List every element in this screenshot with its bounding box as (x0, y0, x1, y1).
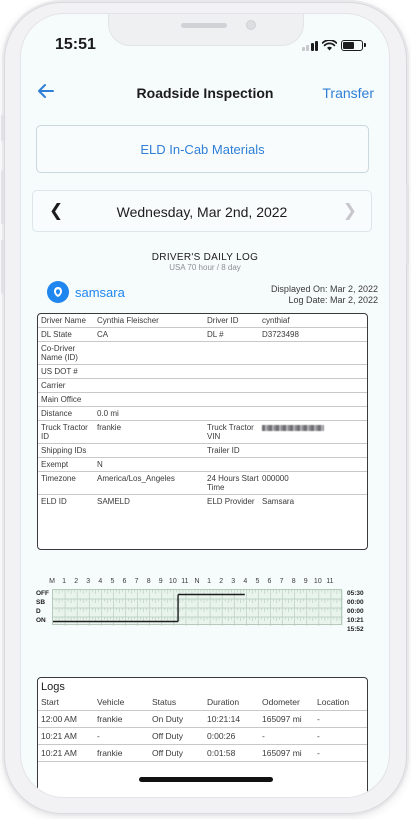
info-label (204, 458, 259, 471)
hours-ruleset: USA 70 hour / 8 day (169, 263, 241, 272)
info-row (38, 314, 367, 328)
grid-hour-label: M (49, 578, 55, 585)
logs-header-cell: Vehicle (97, 697, 125, 707)
grid-status-label: D (36, 608, 41, 615)
info-row (38, 379, 367, 393)
logs-cell: 10:21 AM (41, 748, 77, 758)
logs-header-cell: Status (152, 697, 177, 707)
date-selector (32, 190, 372, 232)
logs-cell: 10:21 AM (41, 731, 77, 741)
grid-total: 00:00 (347, 599, 364, 606)
status-icons (302, 39, 364, 51)
driver-info-table (37, 313, 368, 550)
info-label: 24 Hours Start Time (207, 474, 259, 492)
grid-hour-label: 4 (98, 578, 103, 585)
side-button (1, 115, 4, 141)
info-label: Truck Tractor ID (41, 423, 88, 441)
info-value: 0.0 mi (97, 409, 119, 418)
grid-hour-label: 11 (326, 578, 334, 585)
info-value (259, 393, 367, 406)
info-row (38, 444, 367, 458)
info-value: D3723498 (262, 330, 299, 339)
info-label: Carrier (41, 381, 66, 390)
logs-cell: - (317, 731, 320, 741)
grid-area (52, 589, 342, 625)
grid-status-label: OFF (36, 590, 49, 597)
grid-hour-label: 8 (146, 578, 151, 585)
info-row (38, 342, 367, 365)
info-value (259, 444, 367, 457)
daily-log-title: DRIVER'S DAILY LOG (151, 252, 259, 263)
info-value (94, 342, 204, 364)
grid-total: 15:52 (347, 626, 364, 633)
logs-cell: frankie (97, 714, 123, 724)
grid-hour-label: 6 (122, 578, 127, 585)
info-label (204, 393, 259, 406)
info-value (259, 458, 367, 471)
info-label (204, 365, 259, 378)
info-row (38, 328, 367, 342)
battery-icon (341, 40, 363, 51)
grid-hour-label: 9 (158, 578, 163, 585)
info-label (204, 342, 259, 364)
grid-hour-label: 3 (231, 578, 236, 585)
info-row (38, 407, 367, 421)
logs-cell: frankie (97, 748, 123, 758)
info-label: Main Office (41, 395, 82, 404)
logs-row[interactable] (38, 745, 367, 762)
transfer-button[interactable]: Transfer (322, 85, 374, 101)
info-value (259, 407, 367, 420)
info-label: ELD Provider (207, 497, 255, 506)
cellular-signal-icon (302, 39, 319, 51)
info-label: DL State (41, 330, 72, 339)
info-label: ELD ID (41, 497, 67, 506)
info-row (38, 421, 367, 444)
grid-hour-label: 2 (74, 578, 79, 585)
grid-hour-label: 1 (62, 578, 67, 585)
grid-hour-label: 7 (279, 578, 284, 585)
info-row (38, 495, 367, 508)
status-time: 15:51 (55, 36, 96, 53)
grid-hour-label: 8 (291, 578, 296, 585)
info-label (204, 379, 259, 392)
log-date: Log Date: Mar 2, 2022 (288, 295, 378, 305)
wifi-icon (322, 40, 337, 51)
grid-status-label: SB (36, 599, 46, 606)
side-button (406, 185, 409, 265)
logs-cell: 165097 mi (262, 748, 302, 758)
info-label: Driver Name (41, 316, 86, 325)
info-value (94, 379, 204, 392)
info-label: US DOT # (41, 367, 78, 376)
grid-hour-label: N (194, 578, 200, 585)
info-label: Trailer ID (207, 446, 240, 455)
logs-body (38, 694, 367, 762)
logs-header-cell: Odometer (262, 697, 300, 707)
logs-cell: 0:01:58 (207, 748, 236, 758)
info-label: Co-Driver Name (ID) (41, 344, 78, 362)
side-button (1, 240, 4, 294)
info-value (259, 421, 367, 443)
info-label: Shipping IDs (41, 446, 87, 455)
logs-header-row (38, 694, 367, 711)
info-value: 000000 (262, 474, 289, 483)
info-value: frankie (97, 423, 122, 432)
samsara-wordmark: samsara (75, 284, 125, 300)
displayed-on: Displayed On: Mar 2, 2022 (270, 284, 378, 294)
info-label: Driver ID (207, 316, 239, 325)
info-label: Exempt (41, 460, 69, 469)
info-row (38, 365, 367, 379)
grid-total: 05:30 (347, 590, 364, 597)
grid-hour-label: 10 (168, 578, 177, 585)
front-camera (246, 20, 256, 30)
grid-hour-label: 7 (134, 578, 139, 585)
info-value: Samsara (262, 497, 295, 506)
info-value (94, 444, 204, 457)
logs-cell: 0:00:26 (207, 731, 236, 741)
grid-total: 10:21 (347, 617, 364, 624)
home-indicator[interactable] (139, 777, 273, 782)
grid-hour-label: 3 (86, 578, 91, 585)
eld-in-cab-materials-button[interactable]: ELD In-Cab Materials (36, 125, 369, 173)
current-date: Wednesday, Mar 2nd, 2022 (116, 204, 288, 220)
grid-hour-label: 1 (207, 578, 212, 585)
logs-row[interactable] (38, 711, 367, 728)
grid-hour-label: 5 (110, 578, 115, 585)
info-value: SAMELD (97, 497, 130, 506)
info-value (94, 393, 204, 406)
info-value (259, 365, 367, 378)
logs-cell: - (317, 714, 320, 724)
app-screen (20, 13, 390, 798)
grid-hour-label: 11 (181, 578, 189, 585)
info-value (259, 379, 367, 392)
grid-status-label: ON (36, 617, 46, 624)
info-label: DL # (207, 330, 224, 339)
info-value (259, 342, 367, 364)
next-day-chevron-icon[interactable]: ❯ (342, 201, 357, 220)
logs-cell: 10:21:14 (207, 714, 241, 724)
info-row (38, 393, 367, 407)
grid-hour-label: 4 (243, 578, 248, 585)
info-label (204, 407, 259, 420)
info-value: America/Los_Angeles (97, 474, 175, 483)
logs-header-cell: Location (317, 697, 350, 707)
display-dates (271, 284, 378, 306)
logs-cell: Off Duty (152, 731, 184, 741)
status-bar (21, 36, 389, 58)
logs-header-cell: Duration (207, 697, 240, 707)
grid-hour-label: 9 (303, 578, 308, 585)
grid-hour-label: 5 (255, 578, 260, 585)
info-value: cynthiaf (262, 316, 290, 325)
logs-cell: - (262, 731, 265, 741)
info-row (38, 458, 367, 472)
duty-graph (53, 590, 343, 626)
logs-cell: 12:00 AM (41, 714, 77, 724)
logs-cell: Off Duty (152, 748, 184, 758)
info-row (38, 472, 367, 495)
info-label: Truck Tractor VIN (207, 423, 254, 441)
grid-hour-label: 10 (313, 578, 322, 585)
logs-header-cell: Start (41, 697, 59, 707)
side-button (1, 170, 4, 224)
grid-total: 00:00 (347, 608, 364, 615)
grid-hour-label: 2 (219, 578, 224, 585)
redacted-vin (262, 425, 324, 431)
samsara-logo-icon (47, 281, 69, 303)
page-title: Roadside Inspection (136, 85, 274, 101)
logs-cell: - (97, 731, 100, 741)
info-label: Timezone (41, 474, 76, 483)
info-label: Distance (41, 409, 73, 418)
speaker (181, 23, 227, 28)
grid-hour-label: 6 (267, 578, 272, 585)
info-value: N (97, 460, 103, 469)
nav-bar (21, 80, 389, 108)
info-value: CA (97, 330, 109, 339)
logs-row[interactable] (38, 728, 367, 745)
logs-cell: 165097 mi (262, 714, 302, 724)
duty-status-grid (36, 577, 369, 657)
info-value: Cynthia Fleischer (97, 316, 159, 325)
logs-cell: - (317, 748, 320, 758)
previous-day-chevron-icon[interactable]: ❮ (49, 201, 64, 220)
grid-hour-labels (50, 578, 340, 588)
info-value (94, 365, 204, 378)
samsara-logo (47, 281, 125, 303)
logs-cell: On Duty (152, 714, 184, 724)
logs-title: Logs (41, 681, 65, 693)
